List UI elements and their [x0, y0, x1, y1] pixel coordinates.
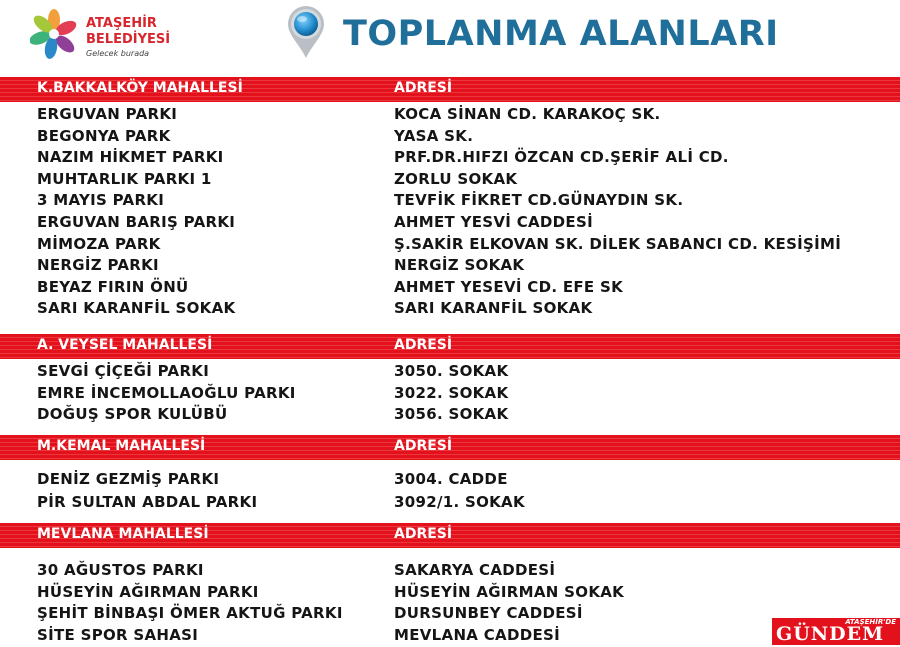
- area-name: DOĞUŞ SPOR KULÜBÜ: [37, 405, 228, 424]
- area-address: NERGİZ SOKAK: [394, 256, 525, 275]
- neighborhood-name: K.BAKKALKÖY MAHALLESİ: [37, 80, 243, 96]
- address-column-header: ADRESİ: [394, 337, 453, 353]
- area-name: SEVGİ ÇİÇEĞİ PARKI: [37, 362, 210, 380]
- neighborhood-name: A. VEYSEL MAHALLESİ: [37, 337, 213, 353]
- area-address: KOCA SİNAN CD. KARAKOÇ SK.: [394, 105, 661, 123]
- area-name: ERGUVAN BARIŞ PARKI: [37, 213, 236, 231]
- bar-stripe: [0, 96, 900, 97]
- area-address: YASA SK.: [394, 126, 474, 145]
- assembly-area-row: [0, 235, 900, 256]
- assembly-area-row: [0, 127, 900, 148]
- area-address: ZORLU SOKAK: [394, 169, 518, 188]
- area-address: TEVFİK FİKRET CD.GÜNAYDIN SK.: [394, 191, 684, 210]
- bar-stripe: [0, 546, 900, 547]
- area-address: 3092/1. SOKAK: [394, 492, 525, 511]
- area-name: NAZIM HİKMET PARKI: [37, 148, 224, 167]
- section-header-bar: [0, 334, 900, 359]
- page-title: TOPLANMA ALANLARI: [343, 14, 779, 54]
- area-address: DURSUNBEY CADDESİ: [394, 604, 583, 623]
- location-pin-icon: [285, 5, 327, 59]
- area-name: EMRE İNCEMOLLAOĞLU PARKI: [37, 383, 296, 402]
- area-address: SARI KARANFİL SOKAK: [394, 299, 593, 318]
- neighborhood-name: MEVLANA MAHALLESİ: [37, 526, 209, 542]
- bar-stripe: [0, 454, 900, 455]
- address-column-header: ADRESİ: [394, 438, 453, 454]
- flower-logo-icon: [30, 8, 84, 64]
- brand-top-text: ATAŞEHİR'DE: [845, 618, 896, 626]
- gundem-brand-badge: [772, 618, 900, 645]
- area-name: BEGONYA PARK: [37, 126, 171, 145]
- area-name: 30 AĞUSTOS PARKI: [37, 561, 204, 579]
- area-name: ŞEHİT BİNBAŞI ÖMER AKTUĞ PARKI: [37, 604, 343, 623]
- logo-line2: BELEDİYESİ: [86, 32, 171, 47]
- assembly-area-row: [0, 213, 900, 234]
- logo-line1: ATAŞEHİR: [86, 16, 157, 31]
- address-column-header: ADRESİ: [394, 80, 453, 96]
- area-name: SARI KARANFİL SOKAK: [37, 299, 236, 318]
- brand-main-text: GÜNDEM: [776, 623, 885, 645]
- assembly-area-row: [0, 299, 900, 320]
- assembly-area-row: [0, 191, 900, 212]
- section-header-bar: [0, 523, 900, 548]
- assembly-area-row: [0, 561, 900, 582]
- area-name: NERGİZ PARKI: [37, 256, 159, 275]
- area-name: MİMOZA PARK: [37, 234, 161, 253]
- area-address: SAKARYA CADDESİ: [394, 561, 556, 579]
- section-header-bar: [0, 435, 900, 460]
- area-name: ERGUVAN PARKI: [37, 105, 178, 123]
- area-address: 3056. SOKAK: [394, 405, 509, 424]
- bar-stripe: [0, 542, 900, 543]
- area-address: HÜSEYİN AĞIRMAN SOKAK: [394, 582, 625, 601]
- area-address: 3004. CADDE: [394, 470, 508, 488]
- area-name: SİTE SPOR SAHASI: [37, 625, 199, 644]
- area-name: PİR SULTAN ABDAL PARKI: [37, 492, 258, 511]
- municipality-logo: [30, 8, 180, 68]
- assembly-area-row: [0, 278, 900, 299]
- assembly-area-row: [0, 583, 900, 604]
- area-address: AHMET YESEVİ CD. EFE SK: [394, 277, 624, 296]
- area-address: Ş.SAKİR ELKOVAN SK. DİLEK SABANCI CD. KESİŞİMİ: [394, 234, 842, 253]
- assembly-area-row: [0, 105, 900, 126]
- logo-tagline: Gelecek burada: [86, 49, 150, 58]
- assembly-area-row: [0, 626, 900, 647]
- assembly-area-row: [0, 362, 900, 383]
- address-column-header: ADRESİ: [394, 526, 453, 542]
- area-name: BEYAZ FIRIN ÖNÜ: [37, 277, 189, 296]
- bar-stripe: [0, 353, 900, 354]
- area-name: MUHTARLIK PARKI 1: [37, 169, 212, 188]
- bar-stripe: [0, 458, 900, 459]
- area-name: 3 MAYIS PARKI: [37, 191, 165, 210]
- bar-stripe: [0, 100, 900, 101]
- area-address: PRF.DR.HIFZI ÖZCAN CD.ŞERİF ALİ CD.: [394, 148, 729, 167]
- assembly-area-row: [0, 470, 900, 491]
- area-name: DENİZ GEZMİŞ PARKI: [37, 470, 220, 488]
- assembly-area-row: [0, 256, 900, 277]
- area-name: HÜSEYİN AĞIRMAN PARKI: [37, 582, 259, 601]
- area-address: 3022. SOKAK: [394, 383, 509, 402]
- area-address: AHMET YESVİ CADDESİ: [394, 213, 593, 231]
- assembly-area-row: [0, 148, 900, 169]
- assembly-area-row: [0, 384, 900, 405]
- area-address: 3050. SOKAK: [394, 362, 509, 380]
- section-header-bar: [0, 77, 900, 102]
- neighborhood-name: M.KEMAL MAHALLESİ: [37, 438, 206, 454]
- area-address: MEVLANA CADDESİ: [394, 625, 560, 644]
- assembly-area-row: [0, 405, 900, 426]
- assembly-area-row: [0, 493, 900, 514]
- assembly-area-row: [0, 170, 900, 191]
- page-header: [0, 0, 900, 76]
- assembly-area-row: [0, 604, 900, 625]
- bar-stripe: [0, 357, 900, 358]
